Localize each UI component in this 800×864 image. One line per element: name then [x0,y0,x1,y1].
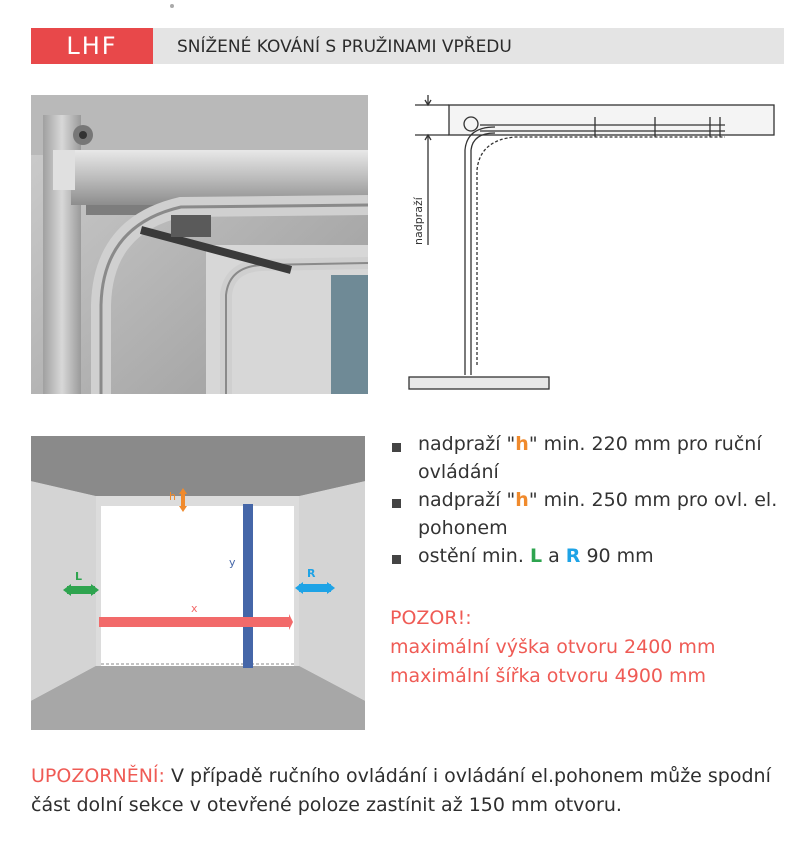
label-r: R [307,567,316,580]
bullet-icon [392,443,401,452]
label-l: L [75,570,83,583]
side-section-diagram [405,95,785,395]
label-y: y [229,556,236,569]
notice-paragraph [31,762,791,820]
label-h: h [169,490,176,503]
header-bar [31,28,784,64]
lintel-vertical-label: nadpraží [412,197,425,245]
stray-mark [170,4,174,8]
notice-label: UPOZORNĚNÍ: [31,765,165,787]
page-title: SNÍŽENÉ KOVÁNÍ S PRUŽINAMI VPŘEDU [177,37,512,57]
warning-block [390,604,790,691]
bullet-icon [392,555,401,564]
max-width: maximální šířka otvoru 4900 mm [390,665,707,687]
max-height: maximální výška otvoru 2400 mm [390,636,716,658]
spec-manual: nadpraží "h" min. 220 mm pro ruční ovládání [390,430,790,486]
requirements-list [390,430,790,570]
bullet-icon [392,499,401,508]
spec-jambs: ostění min. L a R 90 mm [390,542,790,570]
label-x: x [191,602,198,615]
product-code-badge: LHF [31,28,153,64]
opening-dimensions-drawing [31,436,365,730]
hardware-photo [31,95,368,394]
notice-text: V případě ručního ovládání i ovládání el.pohonem může spodní část dolní sekce v otevřené poloze zastínit až 150 mm otvoru. [31,765,771,816]
spec-electric: nadpraží "h" min. 250 mm pro ovl. el. pohonem [390,486,790,542]
height-y-bar [243,504,253,668]
warning-title: POZOR!: [390,607,472,629]
width-x-bar [99,617,289,627]
